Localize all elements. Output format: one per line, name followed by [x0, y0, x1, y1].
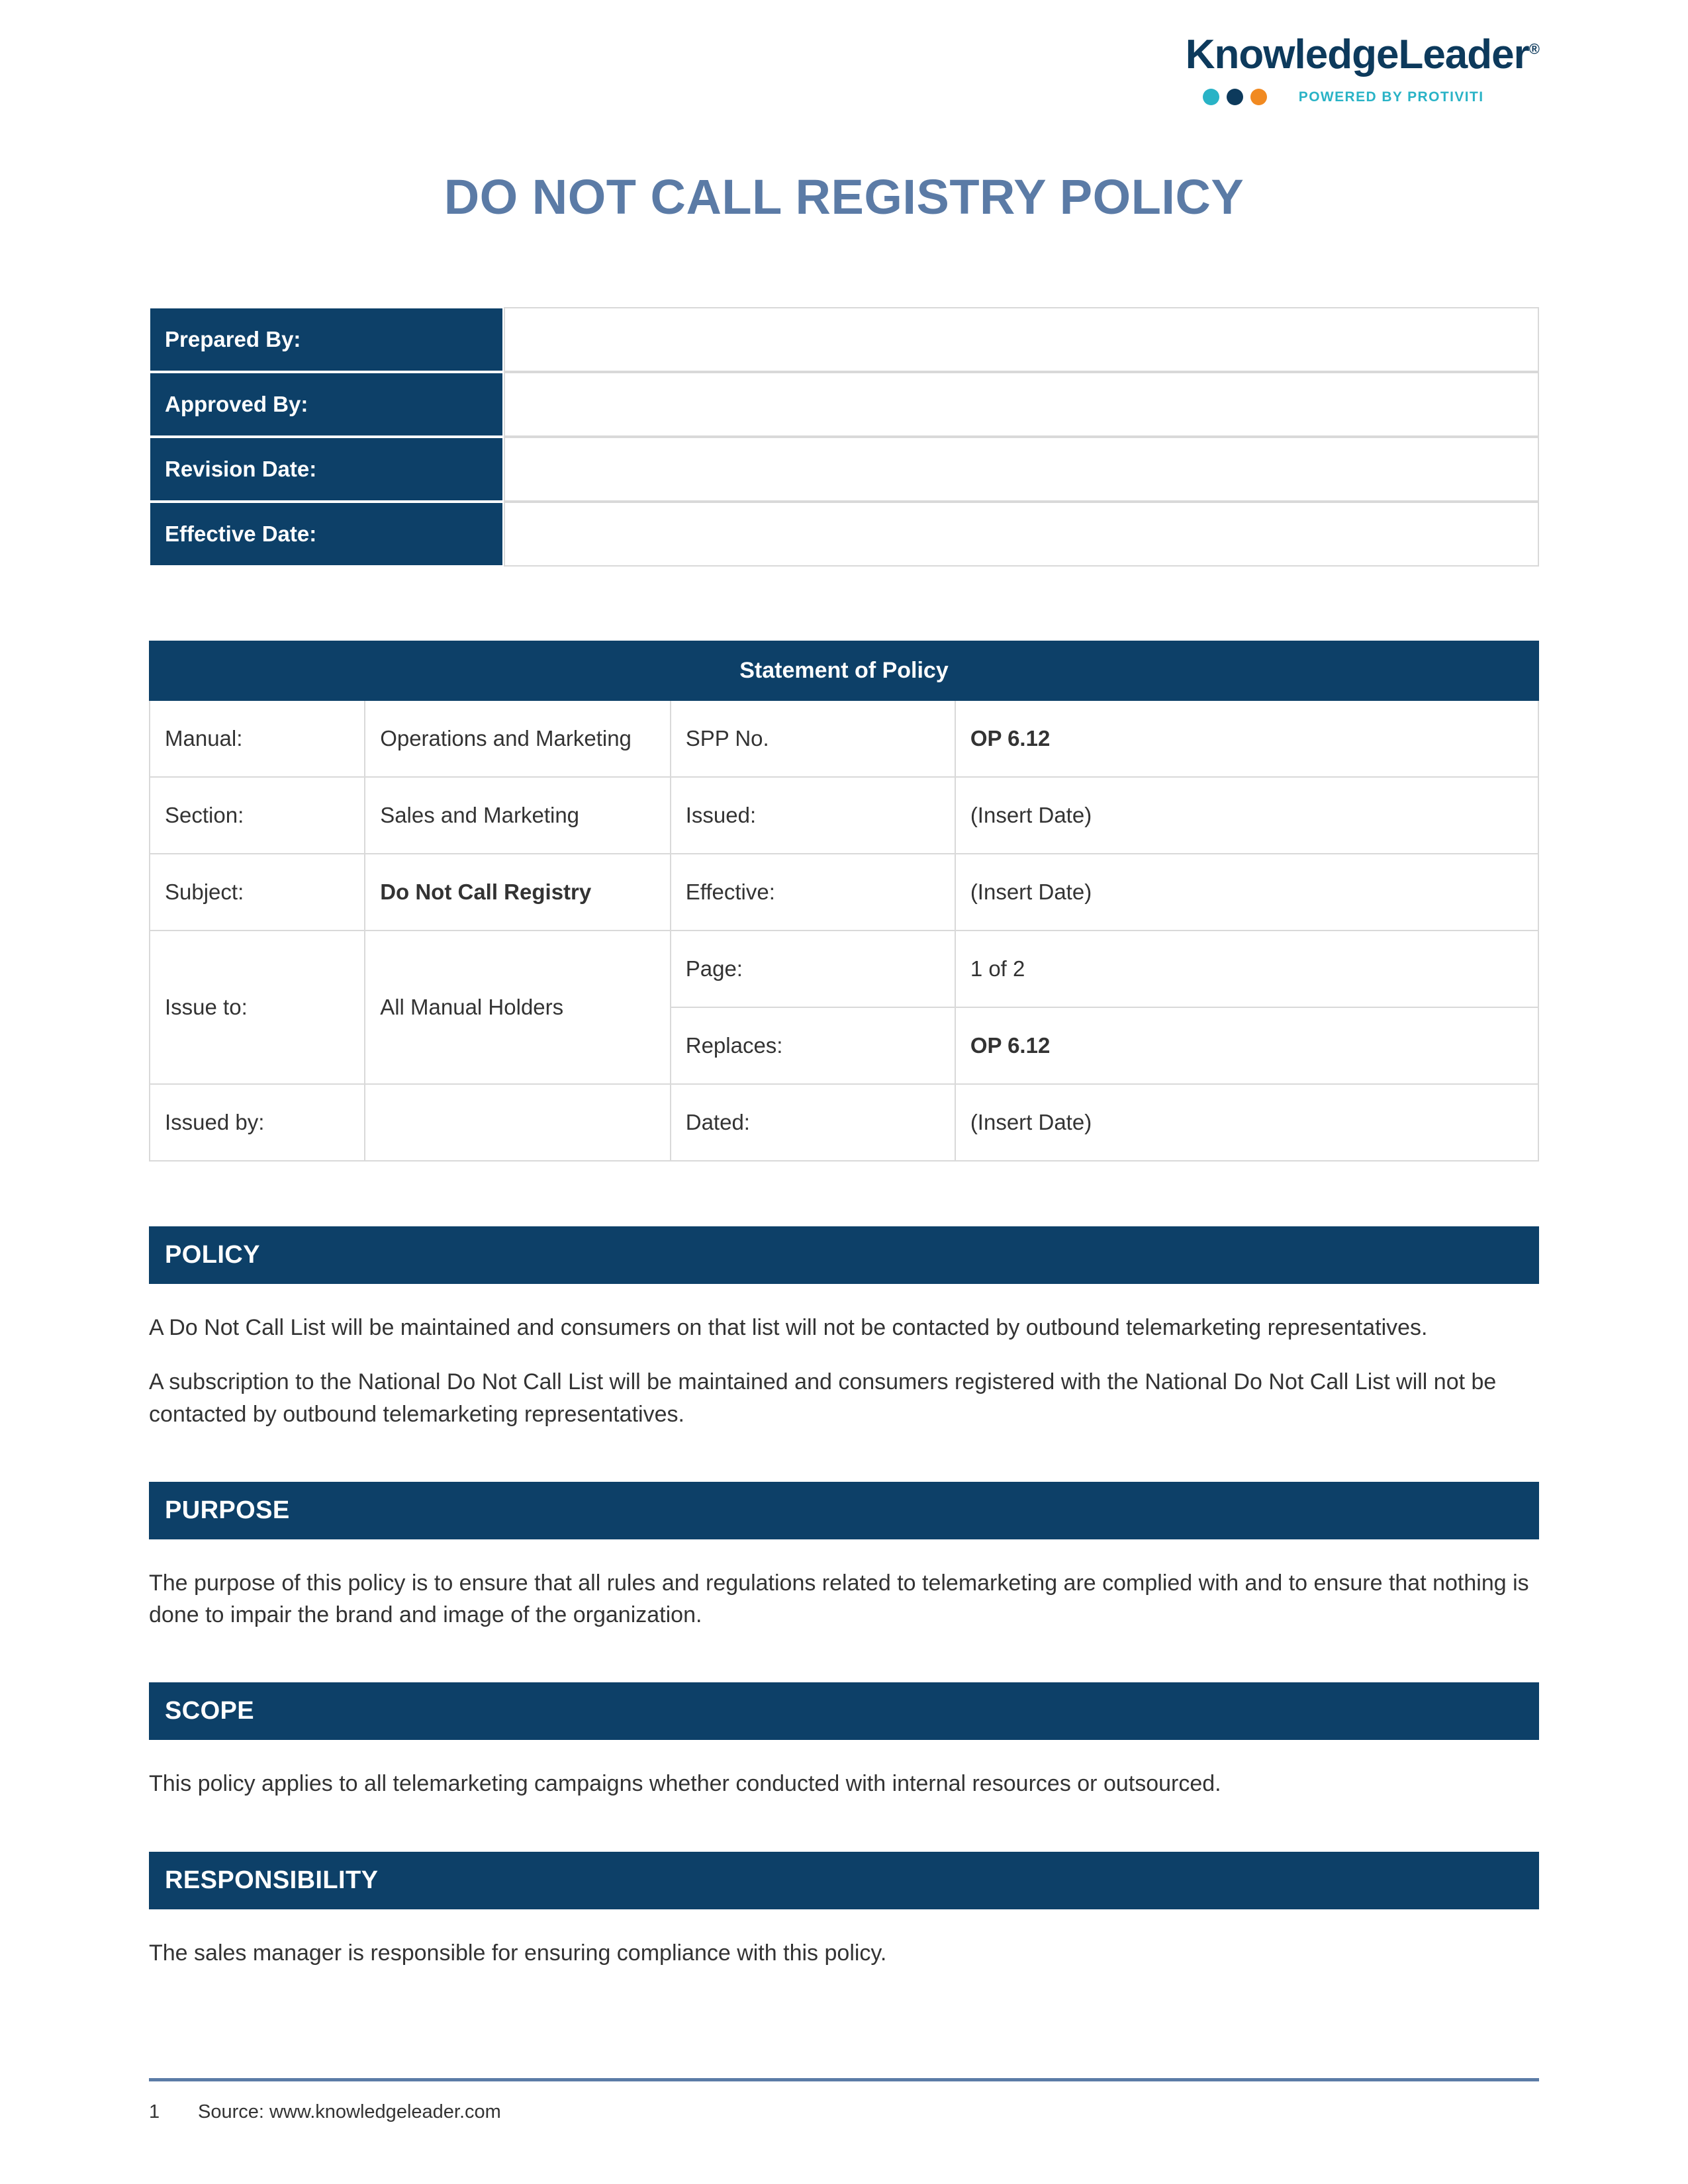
spp-no-value: OP 6.12	[955, 700, 1538, 777]
manual-label: Manual:	[150, 700, 365, 777]
brand-header	[149, 0, 1539, 105]
section-value: Sales and Marketing	[365, 777, 671, 854]
section-header-scope: SCOPE	[149, 1682, 1539, 1740]
revision-date-value[interactable]	[504, 437, 1540, 502]
table-row	[150, 931, 1538, 1007]
scope-paragraph-1: This policy applies to all telemarketing campaigns whether conducted with internal resources or outsourced.	[149, 1771, 1221, 1797]
revision-date-label: Revision Date:	[149, 437, 504, 502]
section-header-policy: POLICY	[149, 1226, 1539, 1284]
effective-label: Effective:	[671, 854, 955, 931]
section-header-purpose: PURPOSE	[149, 1482, 1539, 1539]
knowledgeleader-logo	[1186, 34, 1539, 105]
page-footer	[149, 2078, 1539, 2123]
logo-tagline-row	[1203, 89, 1484, 105]
subject-label: Subject:	[150, 854, 365, 931]
logo-dot-orange-icon	[1250, 89, 1267, 105]
manual-value: Operations and Marketing	[365, 700, 671, 777]
statement-of-policy-heading: Statement of Policy	[150, 641, 1538, 700]
table-row	[149, 372, 1539, 437]
document-info-table	[149, 307, 1539, 567]
page-value: 1 of 2	[955, 931, 1538, 1007]
section-label: Section:	[150, 777, 365, 854]
approved-by-value[interactable]	[504, 372, 1540, 437]
table-row	[149, 307, 1539, 372]
policy-paragraph-2: A subscription to the National Do Not Call List will be maintained and consumers registered with the National Do Not Call List will not be contacted by outbound telemarketing representatives.	[149, 1369, 1497, 1427]
dated-value: (Insert Date)	[955, 1084, 1538, 1161]
effective-date-value[interactable]	[504, 502, 1540, 567]
issued-label: Issued:	[671, 777, 955, 854]
purpose-paragraph-1: The purpose of this policy is to ensure that all rules and regulations related to telemarketing are complied with and to ensure that nothing is done to impair the brand and image of the organization.	[149, 1570, 1529, 1628]
logo-dots-icon	[1203, 89, 1267, 105]
issued-value: (Insert Date)	[955, 777, 1538, 854]
registered-trademark-icon: ®	[1528, 40, 1539, 58]
spp-no-label: SPP No.	[671, 700, 955, 777]
page-label: Page:	[671, 931, 955, 1007]
replaces-value: OP 6.12	[955, 1007, 1538, 1084]
table-row	[150, 777, 1538, 854]
statement-of-policy-table	[149, 641, 1539, 1161]
prepared-by-label: Prepared By:	[149, 307, 504, 372]
table-row	[149, 437, 1539, 502]
footer-divider	[149, 2078, 1539, 2081]
prepared-by-value[interactable]	[504, 307, 1540, 372]
logo-powered-by-label: POWERED BY PROTIVITI	[1298, 89, 1484, 105]
statement-of-policy-block	[149, 641, 1539, 1161]
effective-date-label: Effective Date:	[149, 502, 504, 567]
footer-page-number: 1	[149, 2101, 160, 2122]
effective-value: (Insert Date)	[955, 854, 1538, 931]
statement-of-policy-header-row	[150, 641, 1538, 700]
page-title: DO NOT CALL REGISTRY POLICY	[444, 169, 1244, 224]
table-row	[150, 854, 1538, 931]
issued-by-value[interactable]	[365, 1084, 671, 1161]
issued-by-label: Issued by:	[150, 1084, 365, 1161]
policy-paragraph-1: A Do Not Call List will be maintained and consumers on that list will not be contacted by outbound telemarketing representatives.	[149, 1315, 1428, 1340]
logo-wordmark	[1186, 34, 1539, 75]
table-row	[150, 1084, 1538, 1161]
responsibility-paragraph-1: The sales manager is responsible for ensuring compliance with this policy.	[149, 1940, 887, 1966]
table-row	[149, 502, 1539, 567]
dated-label: Dated:	[671, 1084, 955, 1161]
issue-to-label: Issue to:	[150, 931, 365, 1084]
subject-value: Do Not Call Registry	[365, 854, 671, 931]
footer-content	[149, 2101, 1539, 2123]
section-header-responsibility: RESPONSIBILITY	[149, 1852, 1539, 1909]
logo-wordmark-text: KnowledgeLeader	[1185, 32, 1529, 77]
approved-by-label: Approved By:	[149, 372, 504, 437]
replaces-label: Replaces:	[671, 1007, 955, 1084]
footer-source: Source: www.knowledgeleader.com	[198, 2101, 501, 2122]
logo-dot-teal-icon	[1203, 89, 1219, 105]
table-row	[150, 700, 1538, 777]
logo-dot-navy-icon	[1227, 89, 1243, 105]
issue-to-value: All Manual Holders	[365, 931, 671, 1084]
